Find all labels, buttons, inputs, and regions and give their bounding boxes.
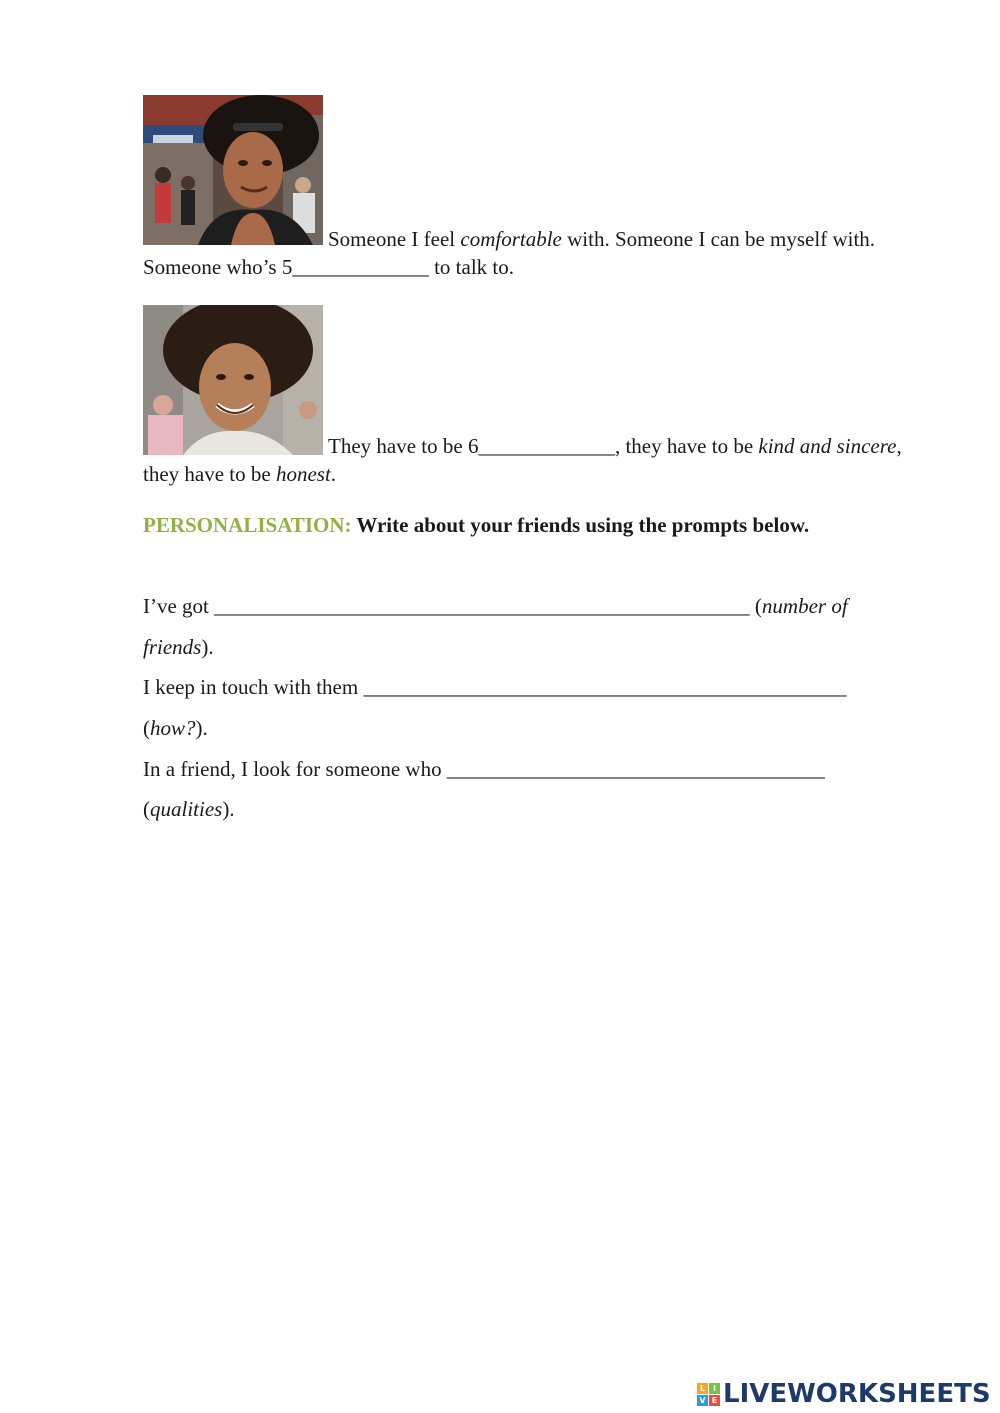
personalisation-heading <box>143 513 809 538</box>
item-6-part2: , they have to be <box>614 434 759 458</box>
logo-mark-tile: V <box>697 1395 708 1406</box>
item-6-emphasis-1: kind and sincere <box>758 434 897 458</box>
blank-5[interactable]: _____________ <box>292 255 429 279</box>
prompt-3-paren-open: ( <box>143 797 150 821</box>
prompt-1-paren-close: ). <box>201 635 214 659</box>
prompt-2-paren-open: ( <box>143 716 150 740</box>
logo-text: LIVEWORKSHEETS <box>723 1379 991 1409</box>
item-6-part4: . <box>330 462 337 486</box>
prompt-keep-in-touch <box>143 675 846 700</box>
blank-6[interactable]: _____________ <box>478 434 615 458</box>
logo-mark-tile: I <box>709 1383 720 1394</box>
item-5-part1: Someone I feel <box>328 227 461 251</box>
prompt-1-hint: number of <box>761 594 848 618</box>
prompt-1-hint-cont: friends <box>143 635 202 659</box>
prompt-1-paren-open: ( <box>749 594 762 618</box>
photo-woman <box>143 95 323 245</box>
prompt-3-paren-close: ). <box>222 797 235 821</box>
prompt-2-blank[interactable]: ______________________________________________ <box>363 675 847 699</box>
prompt-2-paren-close: ). <box>195 716 208 740</box>
prompt-number-of-friends-cont <box>143 635 214 660</box>
prompt-1-lead: I’ve got <box>143 594 215 618</box>
prompt-2-lead: I keep in touch with them <box>143 675 364 699</box>
liveworksheets-logo[interactable] <box>697 1378 991 1410</box>
logo-mark-icon <box>697 1383 720 1406</box>
item-5-emphasis: comfortable <box>460 227 562 251</box>
prompt-3-lead: In a friend, I look for someone who <box>143 757 447 781</box>
prompt-1-blank[interactable]: ___________________________________________________ <box>214 594 750 618</box>
personalisation-label: PERSONALISATION: <box>143 513 352 537</box>
prompt-3-blank[interactable]: ____________________________________ <box>446 757 825 781</box>
logo-mark-tile: E <box>709 1395 720 1406</box>
personalisation-instruction: Write about your friends using the prompts below. <box>351 513 810 537</box>
item-6-part3: , they have to be <box>143 434 902 486</box>
prompt-2-hint: how? <box>150 716 196 740</box>
prompt-3-hint: qualities <box>150 797 223 821</box>
item-6-text <box>143 432 903 488</box>
logo-mark-tile: L <box>697 1383 708 1394</box>
prompt-friend-qualities-hint <box>143 797 235 822</box>
item-6-emphasis-2: honest <box>275 462 331 486</box>
item-6-part1: They have to be 6 <box>328 434 479 458</box>
item-5-part3: to talk to. <box>428 255 514 279</box>
prompt-keep-in-touch-hint <box>143 716 208 741</box>
item-5-part2: with. Someone I can be myself with. Someone who’s 5 <box>143 227 876 279</box>
prompt-number-of-friends <box>143 594 848 619</box>
prompt-friend-qualities <box>143 757 825 782</box>
item-5-text <box>143 225 903 281</box>
